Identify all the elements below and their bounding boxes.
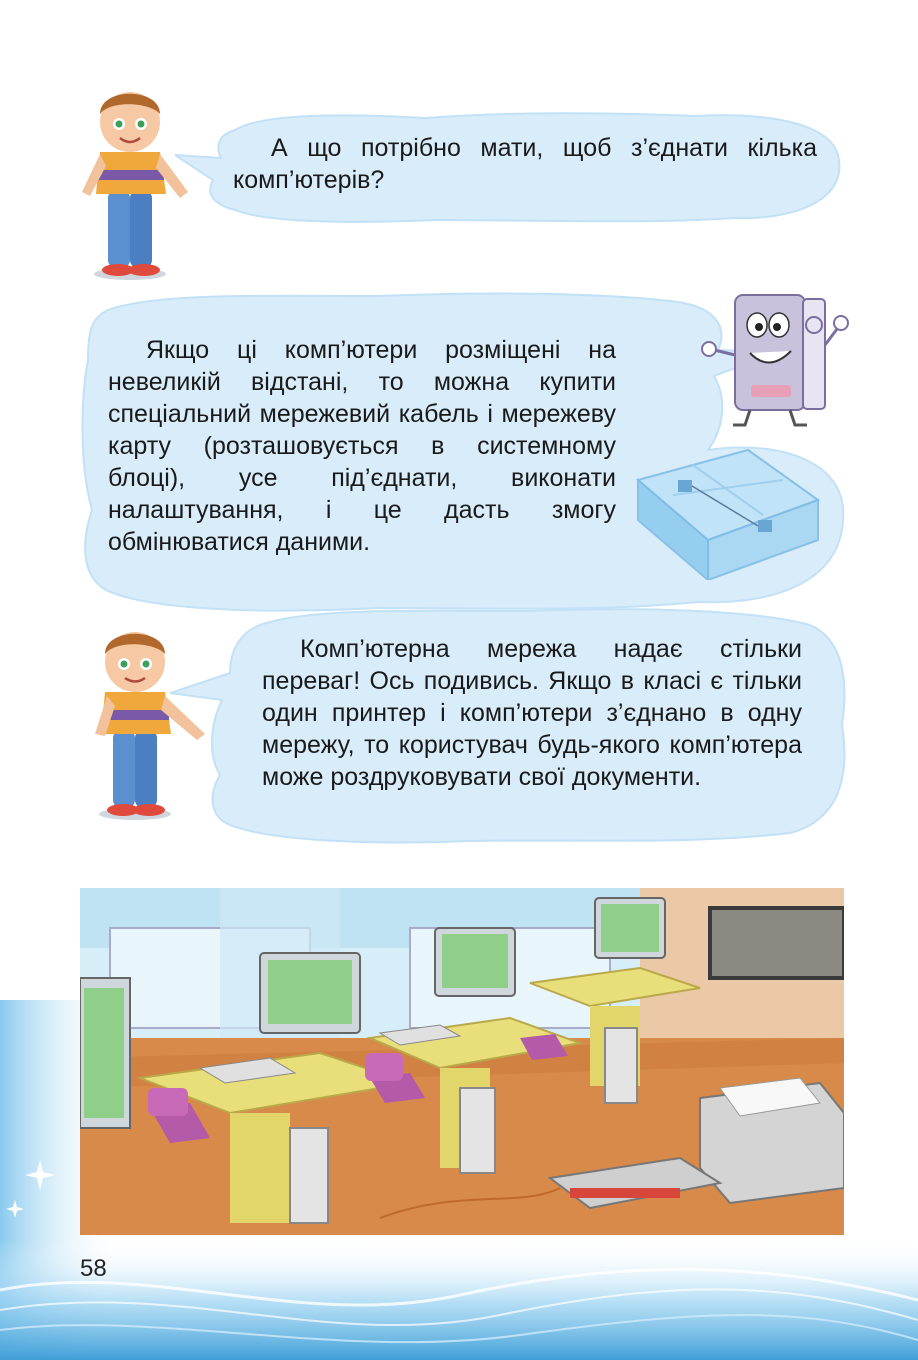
computer-character-icon: [695, 285, 850, 430]
boy-character-icon: [85, 622, 215, 822]
speech-bubble-question: [175, 110, 845, 225]
page-number: 58: [80, 1255, 107, 1282]
answer-text: Якщо ці комп’ютери розміщені на невеликій відстані, то можна купити спеціальний мережевий кабель і мережеву карту (розташовується в системному блоці), усе під’єднати, виконати налаштування, і це дасть змогу обмінюватися даними.: [108, 336, 616, 556]
computer-classroom-illustration: [80, 888, 844, 1235]
network-diagram-icon: [628, 440, 823, 580]
speech-bubble-statement: [170, 605, 850, 845]
statement-text: Комп’ютерна мережа надає стільки переваг! Ось подивись. Якщо в класі є тільки один принтер і комп’ютери з’єднано в одну мережу, то користувач будь-якого комп’ютера може роздруковувати свої документи.: [262, 635, 802, 791]
question-text: А що потрібно мати, щоб з’єднати кілька комп’ютерів?: [233, 134, 817, 194]
boy-character-icon: [70, 82, 210, 282]
